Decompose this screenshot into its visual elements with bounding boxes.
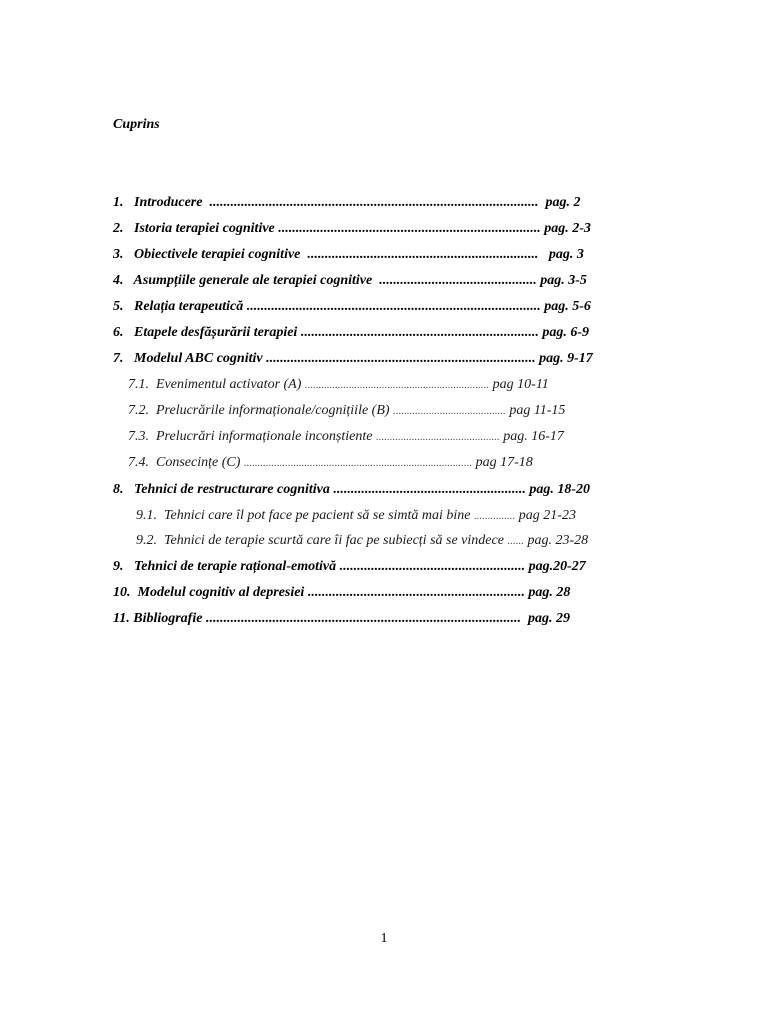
toc-entry-leader: ..................................................... [339, 559, 526, 574]
toc-entry-page: pag. 9-17 [535, 351, 593, 366]
toc-entry-title: 7.3. Prelucrări informaționale inconștiente [128, 429, 376, 444]
toc-entry-title: 7.1. Evenimentul activator (A) [128, 377, 305, 392]
toc-entry-leader: ........................................................................... [278, 221, 541, 236]
toc-entry-leader: ............................................. [379, 273, 537, 288]
toc-subentry [128, 376, 549, 394]
toc-subentry [128, 454, 533, 472]
toc-subentry [136, 507, 576, 525]
toc-subentry [128, 402, 565, 420]
toc-entry-title: 4. Asumpțiile generale ale terapiei cognitive [113, 273, 380, 288]
page-number: 1 [380, 931, 388, 946]
toc-heading: Cuprins [113, 117, 160, 132]
toc-entry-title: 2. Istoria terapiei cognitive [113, 221, 279, 236]
toc-entry-page: pag. 18-20 [525, 482, 591, 497]
toc-entry [113, 350, 593, 368]
toc-entry-page: pag 21-23 [515, 508, 576, 523]
toc-entry-title: 11. Bibliografie [113, 611, 206, 626]
toc-entry-leader: .................................................................... [300, 325, 539, 340]
toc-entry [113, 610, 570, 628]
toc-entry [113, 220, 591, 238]
toc-entry-page: pag. 3 [538, 247, 584, 262]
toc-entry-page: pag. 3-5 [536, 273, 587, 288]
toc-entry-page: pag. 29 [520, 611, 570, 626]
toc-entry-page: pag. 2 [538, 195, 581, 210]
toc-entry-leader: ................................................................................... [243, 457, 473, 469]
toc-entry-page: pag. 5-6 [540, 299, 591, 314]
toc-entry-title: 10. Modelul cognitiv al depresiei [113, 585, 308, 600]
toc-entry [113, 558, 586, 576]
toc-entry-page: pag. 23-28 [523, 533, 589, 548]
toc-entry [113, 246, 584, 264]
toc-entry [113, 272, 587, 290]
toc-entry [113, 298, 591, 316]
toc-entry-title: 8. Tehnici de restructurare cognitiva [113, 482, 334, 497]
toc-entry-title: 7. Modelul ABC cognitiv [113, 351, 267, 366]
toc-entry-page: pag. 16-17 [499, 429, 564, 444]
toc-entry [113, 584, 570, 602]
toc-entry-leader: .............................................................. [307, 585, 525, 600]
toc-entry-leader: ....................................................... [333, 482, 526, 497]
toc-entry-title: 1. Introducere [113, 195, 210, 210]
toc-entry-title: 7.2. Prelucrările informaționale/cognițiile (B) [128, 403, 394, 418]
toc-entry-leader: .................................................................................... [246, 299, 541, 314]
toc-entry [113, 194, 580, 212]
toc-entry-page: pag 17-18 [472, 455, 533, 470]
toc-subentry [136, 532, 588, 550]
toc-entry-title: 9.1. Tehnici care îl pot face pe pacient să se simtă mai bine [136, 508, 475, 523]
toc-entry-page: pag. 28 [524, 585, 571, 600]
toc-entry-title: 9. Tehnici de terapie rațional-emotivă [113, 559, 340, 574]
toc-subentry [128, 428, 564, 446]
toc-entry-title: 7.4. Consecințe (C) [128, 455, 244, 470]
toc-entry-leader: .................................................................. [307, 247, 539, 262]
toc-entry-leader: ............................................. [375, 431, 500, 443]
toc-entry-page: pag.20-27 [525, 559, 586, 574]
toc-entry-leader: ................................................................... [304, 379, 490, 391]
toc-entry-title: 5. Relația terapeutică [113, 299, 247, 314]
toc-entry [113, 481, 590, 499]
toc-entry-title: 9.2. Tehnici de terapie scurtă care îi fac pe subiecți să se vindece [136, 533, 508, 548]
toc-entry-leader: ...... [507, 535, 524, 547]
toc-entry-page: pag 11-15 [505, 403, 566, 418]
toc-entry-title: 3. Obiectivele terapiei cognitive [113, 247, 308, 262]
toc-entry-page: pag. 2-3 [540, 221, 591, 236]
toc-entry-leader: ............... [474, 510, 516, 522]
toc-entry-leader: .............................................................................................. [209, 195, 539, 210]
toc-entry-leader: ......................................... [393, 405, 506, 417]
toc-entry-page: pag. 6-9 [538, 325, 589, 340]
toc-entry-page: pag 10-11 [489, 377, 549, 392]
toc-entry [113, 324, 589, 342]
toc-entry-leader: ............................................................................. [266, 351, 536, 366]
toc-entry-title: 6. Etapele desfășurării terapiei [113, 325, 301, 340]
toc-entry-leader: .......................................................................................... [205, 611, 521, 626]
